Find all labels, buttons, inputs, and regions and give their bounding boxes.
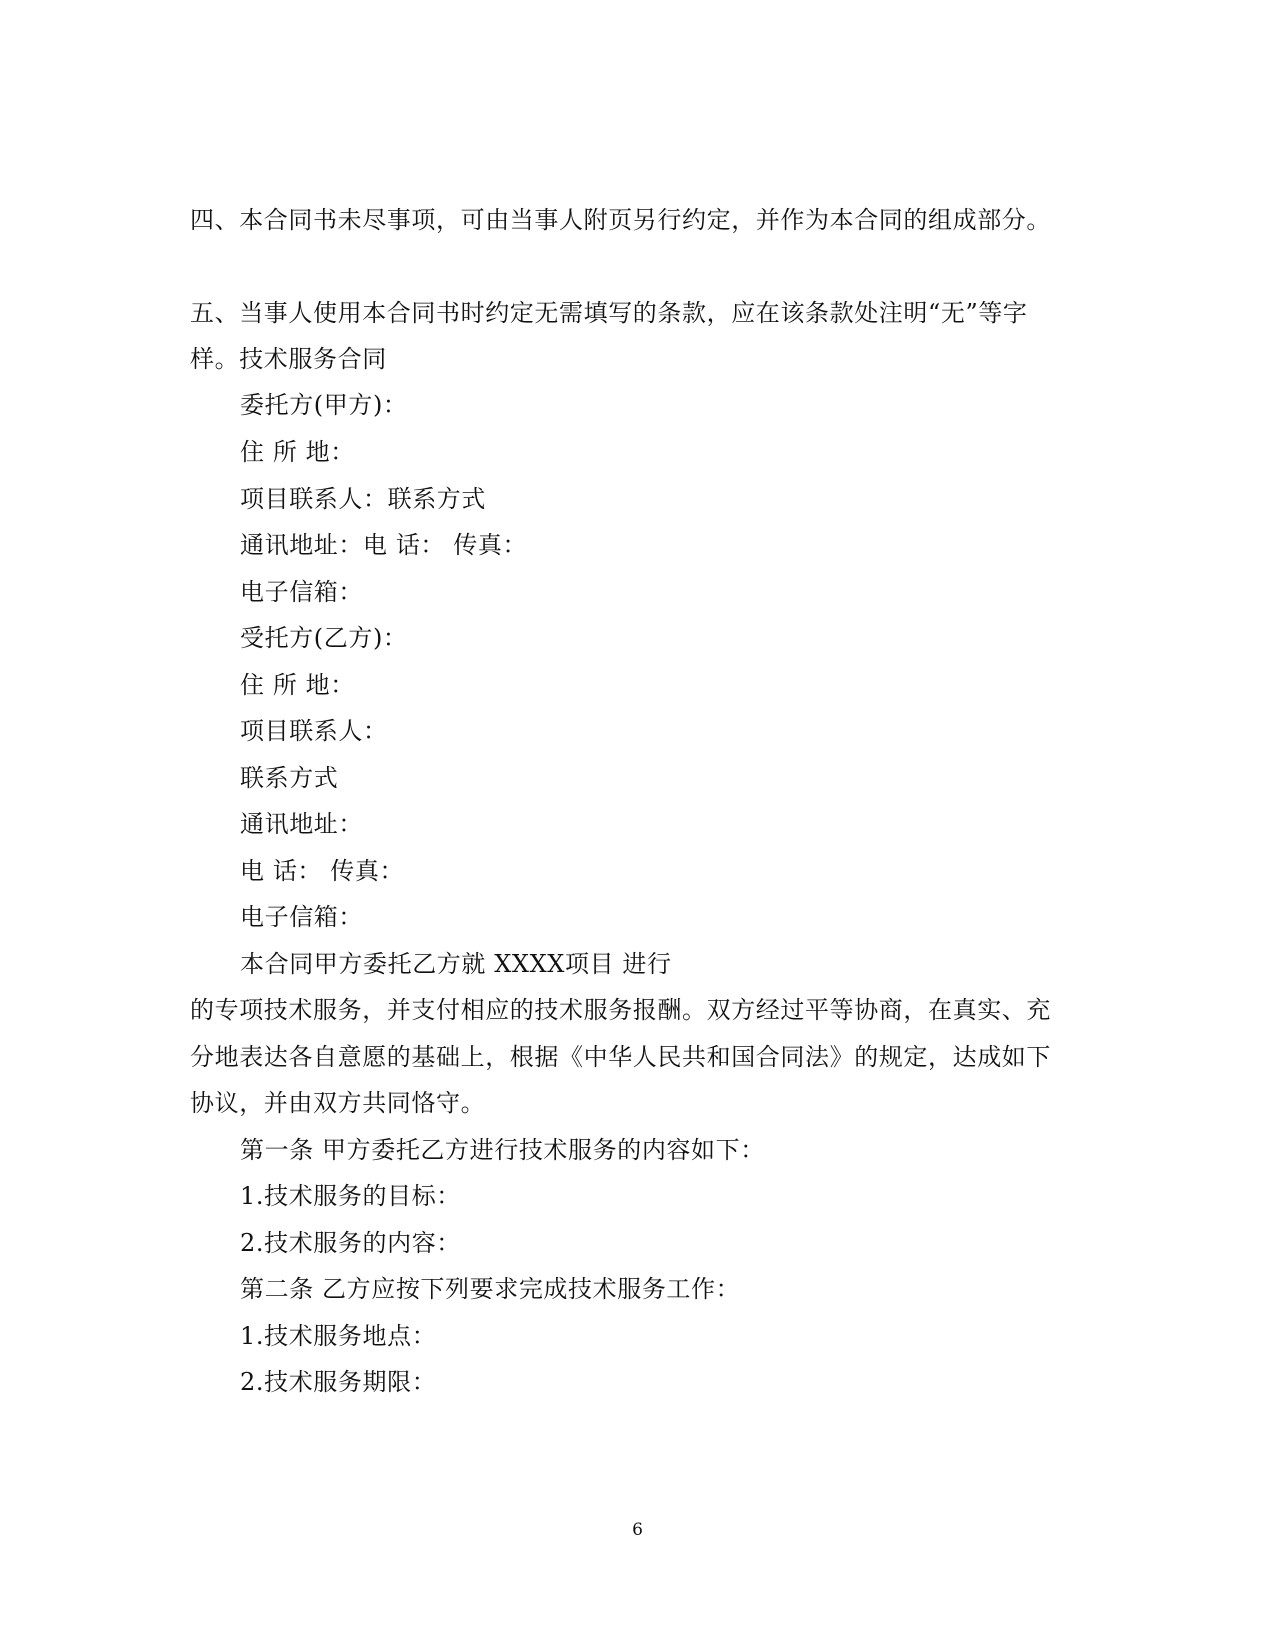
preamble-line-2: 的专项技术服务，并支付相应的技术服务报酬。双方经过平等协商，在真实、充 — [190, 996, 1051, 1024]
preamble-line-3: 分地表达各自意愿的基础上，根据《中华人民共和国合同法》的规定，达成如下 — [190, 1043, 1051, 1071]
article-2-heading: 第二条 乙方应按下列要求完成技术服务工作： — [240, 1275, 741, 1303]
party-b-mail-address: 通讯地址： — [240, 810, 363, 838]
party-b-contact-person: 项目联系人： — [240, 717, 388, 745]
page-number: 6 — [632, 1520, 643, 1540]
party-b-address: 住 所 地： — [240, 671, 355, 699]
party-b-title: 受托方(乙方)： — [240, 624, 408, 652]
party-a-email: 电子信箱： — [240, 578, 363, 606]
article-1-item-2: 2.技术服务的内容： — [240, 1229, 461, 1257]
party-b-contact-method: 联系方式 — [240, 764, 339, 792]
clause-five-line-1: 五、当事人使用本合同书时约定无需填写的条款，应在该条款处注明“无”等字 — [190, 299, 1028, 327]
preamble-line-1: 本合同甲方委托乙方就 XXXX项目 进行 — [240, 950, 672, 978]
preamble-line-4: 协议，并由双方共同恪守。 — [190, 1089, 486, 1117]
article-1-heading: 第一条 甲方委托乙方进行技术服务的内容如下： — [240, 1136, 765, 1164]
party-a-title: 委托方(甲方)： — [240, 391, 408, 419]
clause-four: 四、本合同书未尽事项，可由当事人附页另行约定，并作为本合同的组成部分。 — [190, 206, 1051, 234]
party-a-address: 住 所 地： — [240, 438, 355, 466]
party-b-email: 电子信箱： — [240, 903, 363, 931]
party-a-mail-phone-fax: 通讯地址：电 话： 传真： — [240, 531, 528, 559]
article-2-item-2: 2.技术服务期限： — [240, 1368, 437, 1396]
party-a-contact: 项目联系人：联系方式 — [240, 485, 486, 513]
clause-five-line-2: 样。技术服务合同 — [190, 345, 387, 373]
article-2-item-1: 1.技术服务地点： — [240, 1322, 437, 1350]
party-b-phone-fax: 电 话： 传真： — [240, 857, 405, 885]
article-1-item-1: 1.技术服务的目标： — [240, 1182, 461, 1210]
